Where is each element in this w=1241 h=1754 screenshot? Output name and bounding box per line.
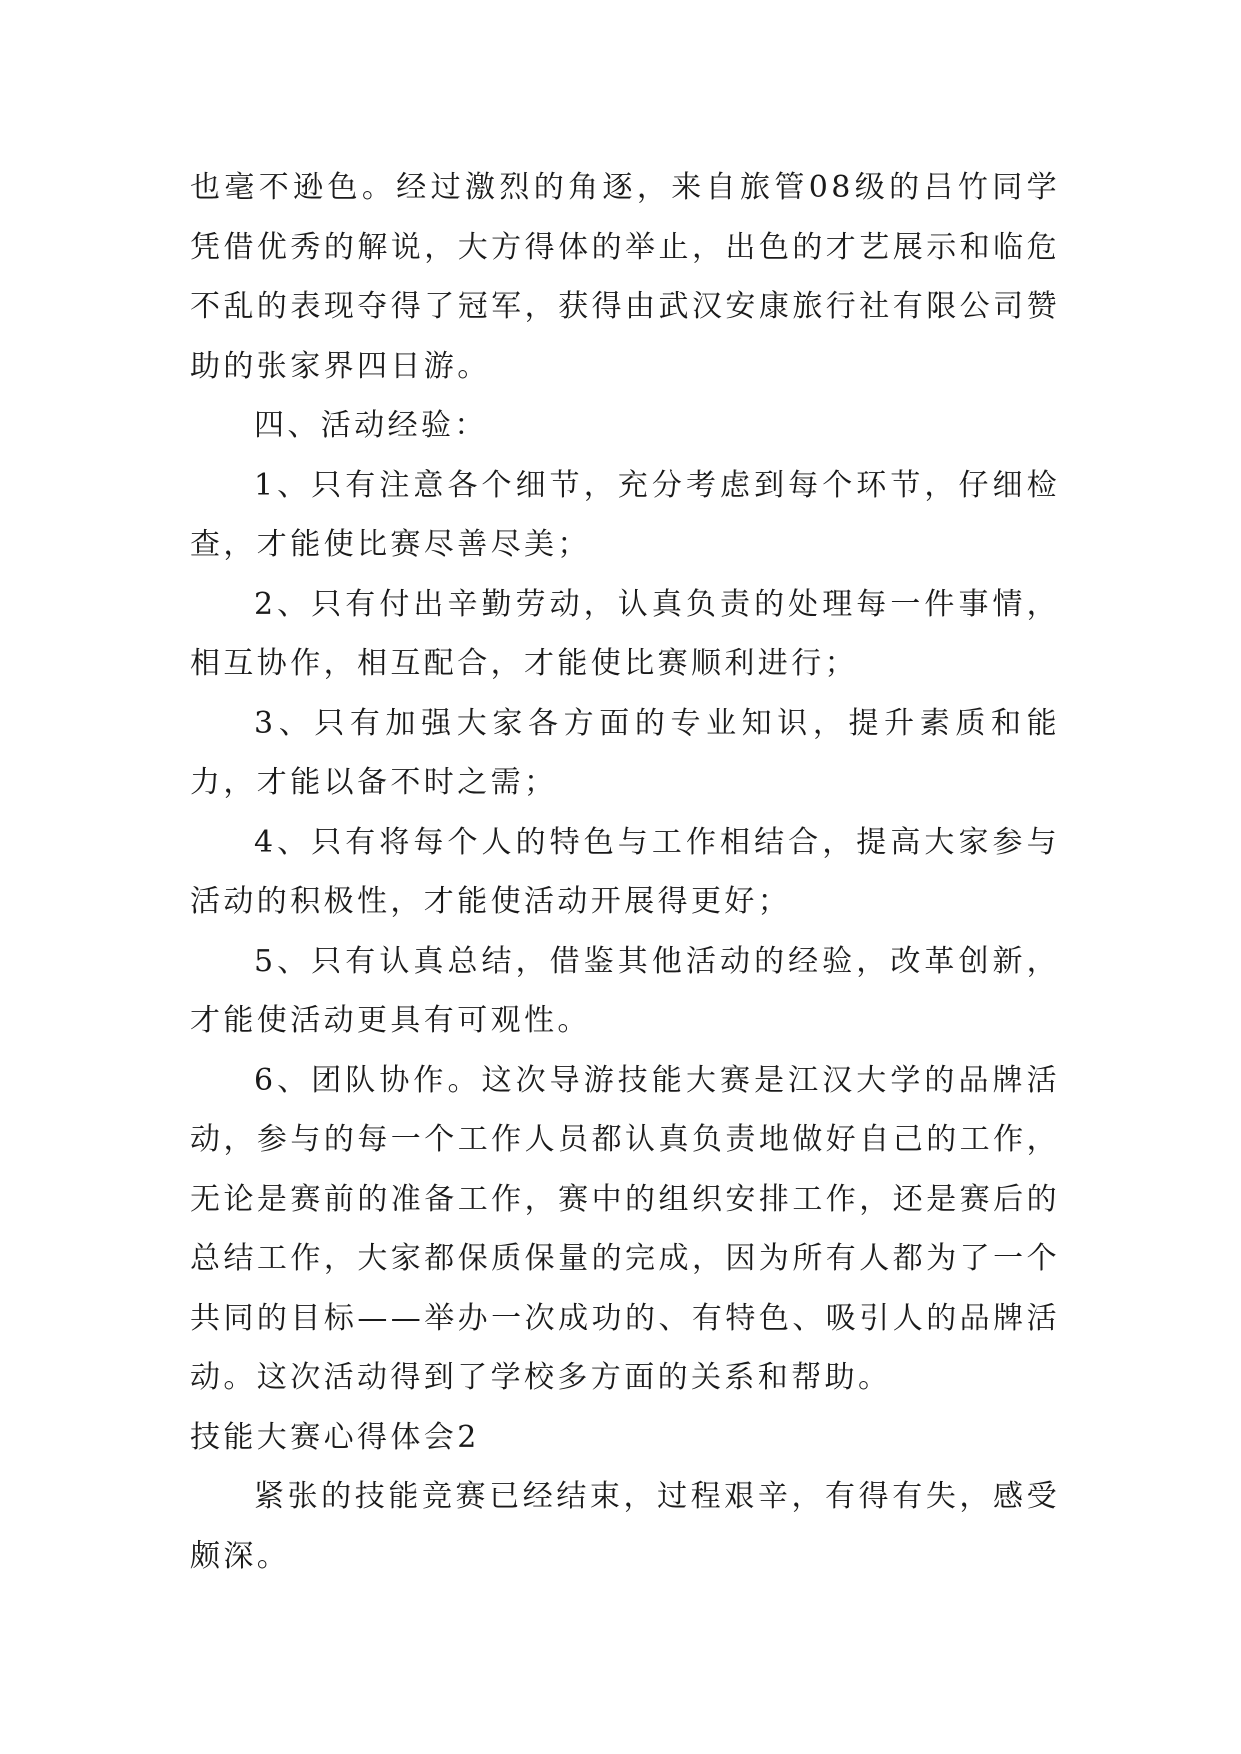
paragraph-item-2: 2、只有付出辛勤劳动，认真负责的处理每一件事情，相互协作，相互配合，才能使比赛顺利进行； [190,586,1060,681]
document-body [190,158,1060,1586]
paragraph-closing: 紧张的技能竞赛已经结束，过程艰辛，有得有失，感受颇深。 [190,1479,1060,1574]
paragraph-item-1: 1、只有注意各个细节，充分考虑到每个环节，仔细检查，才能使比赛尽善尽美； [190,467,1060,562]
paragraph-item-6: 6、团队协作。这次导游技能大赛是江汉大学的品牌活动，参与的每一个工作人员都认真负责地做好自己的工作，无论是赛前的准备工作，赛中的组织安排工作，还是赛后的总结工作，大家都保质保量的完成，因为所有人都为了一个共同的目标——举办一次成功的、有特色、吸引人的品牌活动。这次活动得到了学校多方面的关系和帮助。 [190,1062,1060,1395]
paragraph-item-3: 3、只有加强大家各方面的专业知识，提升素质和能力，才能以备不时之需； [190,705,1060,800]
section-title: 技能大赛心得体会2 [190,1419,480,1455]
paragraph-continuation: 也毫不逊色。经过激烈的角逐，来自旅管08级的吕竹同学凭借优秀的解说，大方得体的举止，出色的才艺展示和临危不乱的表现夺得了冠军，获得由武汉安康旅行社有限公司赞助的张家界四日游。 [190,170,1060,384]
subheading-activity-experience: 四、活动经验： [254,408,488,443]
paragraph-item-4: 4、只有将每个人的特色与工作相结合，提高大家参与活动的积极性，才能使活动开展得更好； [190,824,1060,919]
paragraph-item-5: 5、只有认真总结，借鉴其他活动的经验，改革创新，才能使活动更具有可观性。 [190,943,1060,1038]
